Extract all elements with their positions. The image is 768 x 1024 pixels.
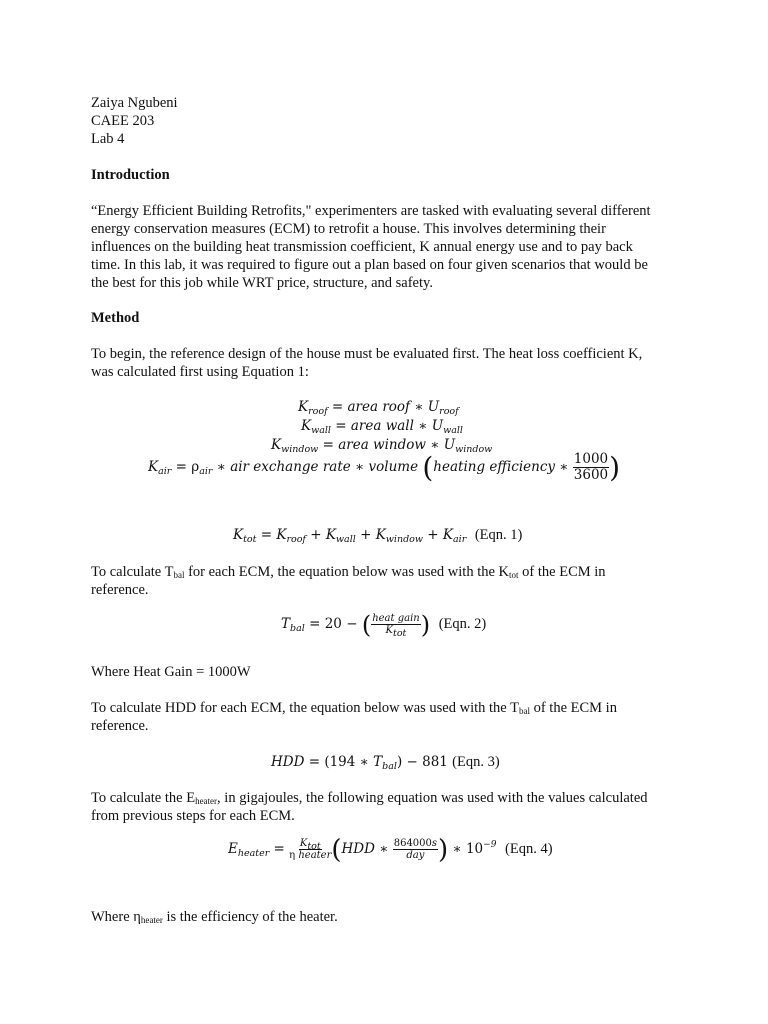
equation-hdd: HDD = (194 ∗ $T_{bal}) - 881$ (Eqn. 3) [271,754,500,772]
p4-text-b: , in gigajoules, the following equation was used with the values calculated [217,790,648,806]
introduction-heading: Introduction [91,167,170,183]
p5-text-b: is the efficiency of the heater. [162,909,338,925]
p2-sub-b: tot [509,570,519,580]
intro-line: “Energy Efficient Building Retrofits," experimenters are tasked with evaluating several different [91,203,651,219]
intro-line: the best for this job while WRT price, structure, and safety. [91,275,433,291]
p4-text-a: To calculate the E [91,790,196,806]
lab-number: Lab 4 [91,131,125,147]
p2-text-b: for each ECM, the equation below was used with the K [184,564,510,580]
p3-line-2: reference. [91,718,149,734]
equation-k-wall: $K_{wall}$ = area wall ∗ $U_{wall}$ [301,418,463,436]
p3-text-a: To calculate HDD for each ECM, the equation below was used with the T [91,700,519,716]
method-paragraph-3 [91,699,691,735]
method-paragraph-5 [91,908,691,926]
p5-sub-a: heater [140,915,163,925]
method-line: was calculated first using Equation 1: [91,364,309,380]
p2-sub-a: bal [173,570,185,580]
intro-line: influences on the building heat transmission coefficient, K annual energy use and to pay back [91,239,633,255]
equation-t-bal: $T_{bal} = 20$ − ( $\frac{\text{heat gain}}{K_{tot}}$ ) (Eqn. 2) [281,610,487,639]
author-name: Zaiya Ngubeni [91,95,178,111]
method-paragraph-4 [91,789,691,825]
equation-k-air: $K_{air} = \rho_{air}$ ∗ air exchange rate ∗ volume (heating efficiency ∗ $\frac{1000}{3600}$ ) [148,450,621,484]
p2-text-c: of the ECM in [518,564,606,580]
method-paragraph-2 [91,563,691,599]
equation-1-label: (Eqn. 1) [474,527,523,543]
method-heading: Method [91,310,140,326]
method-line: To begin, the reference design of the house must be evaluated first. The heat loss coefficient K, [91,346,643,362]
p4-line-2: from previous steps for each ECM. [91,808,295,824]
p4-sub-a: heater [195,796,218,806]
equation-k-roof: $K_{roof}$ = area roof ∗ $U_{roof}$ [298,399,459,417]
p2-text-a: To calculate T [91,564,174,580]
introduction-paragraph [91,202,691,292]
method-paragraph-1 [91,345,691,381]
p2-line-2: reference. [91,582,149,598]
heat-gain-note: Where Heat Gain = 1000W [91,664,251,680]
equation-4-label: (Eqn. 4) [505,841,553,857]
p3-text-b: of the ECM in [529,700,617,716]
equation-k-total: $K_{tot} = K_{roof} + K_{wall} + K_{window} + K_{air}$ (Eqn. 1) [233,527,523,545]
p5-text-a: Where η [91,909,141,925]
intro-line: time. In this lab, it was required to figure out a plan based on four given scenarios that would be [91,257,648,273]
equation-3-label: (Eqn. 3) [452,754,500,770]
equation-2-label: (Eqn. 2) [438,616,487,632]
equation-e-heater: $E_{heater}$ = $\frac{K_{tot}}{\text{η heater}}$ (HDD ∗ $\frac{864000s}{\text{day}}$ ) ∗ $10^{-9}$ (Eqn. 4) [228,834,553,865]
p3-sub-a: bal [518,706,530,716]
intro-line: energy conservation measures (ECM) to retrofit a house. This involves determining their [91,221,606,237]
course-code: CAEE 203 [91,113,155,129]
equation-k-window: $K_{window}$ = area window ∗ $U_{window}$ [271,437,493,455]
